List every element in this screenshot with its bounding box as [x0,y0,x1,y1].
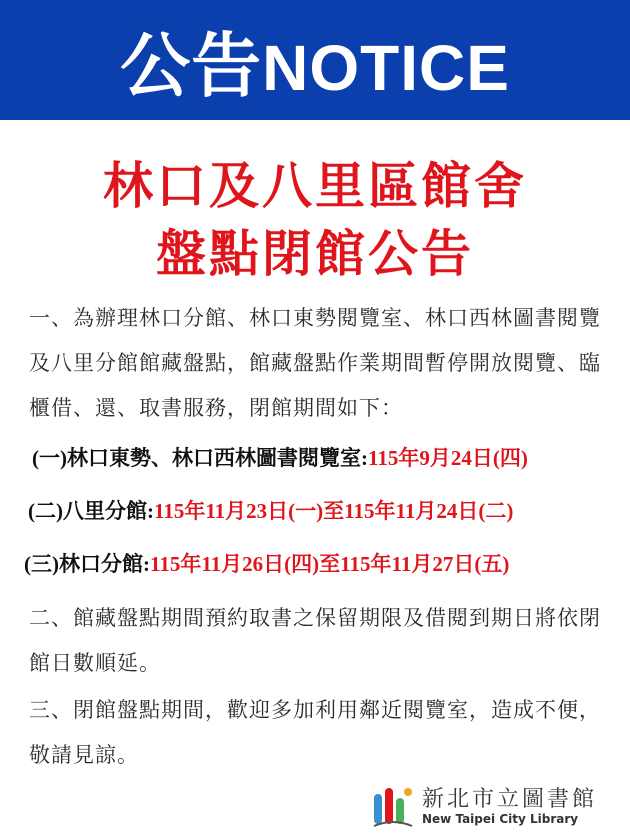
closure-item-2 [28,495,513,525]
library-logo [372,782,622,832]
closure-item-3 [24,548,509,578]
library-name-zh: 新北市立圖書館 [422,787,598,812]
closure-item-label: (三)林口分館: [24,552,150,576]
closure-item-1 [32,442,528,472]
paragraph-due-date-extension: 二、館藏盤點期間預約取書之保留期限及借閱到期日將依閉館日數順延。 [29,606,601,675]
library-logo-icon [372,784,414,828]
closure-item-label: (一)林口東勢、林口西林圖書閱覽室: [32,446,368,470]
notice-title-line2: 盤點閉館公告 [156,225,474,283]
closure-item-date: 115年11月23日(一)至115年11月24日(二) [153,499,514,523]
notice-title-line1: 林口及八里區館舍 [103,157,527,215]
library-name-en: New Taipei City Library [422,812,579,826]
paragraph-closure-reason: 一、為辦理林口分館、林口東勢閱覽室、林口西林圖書閱覽及八里分館館藏盤點，館藏盤點作業期間暫停開放閱覽、臨櫃借、還、取書服務，閉館期間如下： [29,306,601,420]
notice-banner [0,0,630,120]
banner-title [120,10,510,111]
banner-title-en: NOTICE [262,31,510,104]
closure-item-label: (二)八里分館: [28,499,154,523]
closure-item-date: 115年11月26日(四)至115年11月27日(五) [149,552,510,576]
closure-item-date: 115年9月24日(四) [367,446,528,470]
paragraph-apology: 三、閉館盤點期間，歡迎多加利用鄰近閱覽室，造成不便，敬請見諒。 [29,698,601,767]
banner-title-zh: 公告 [120,24,263,107]
